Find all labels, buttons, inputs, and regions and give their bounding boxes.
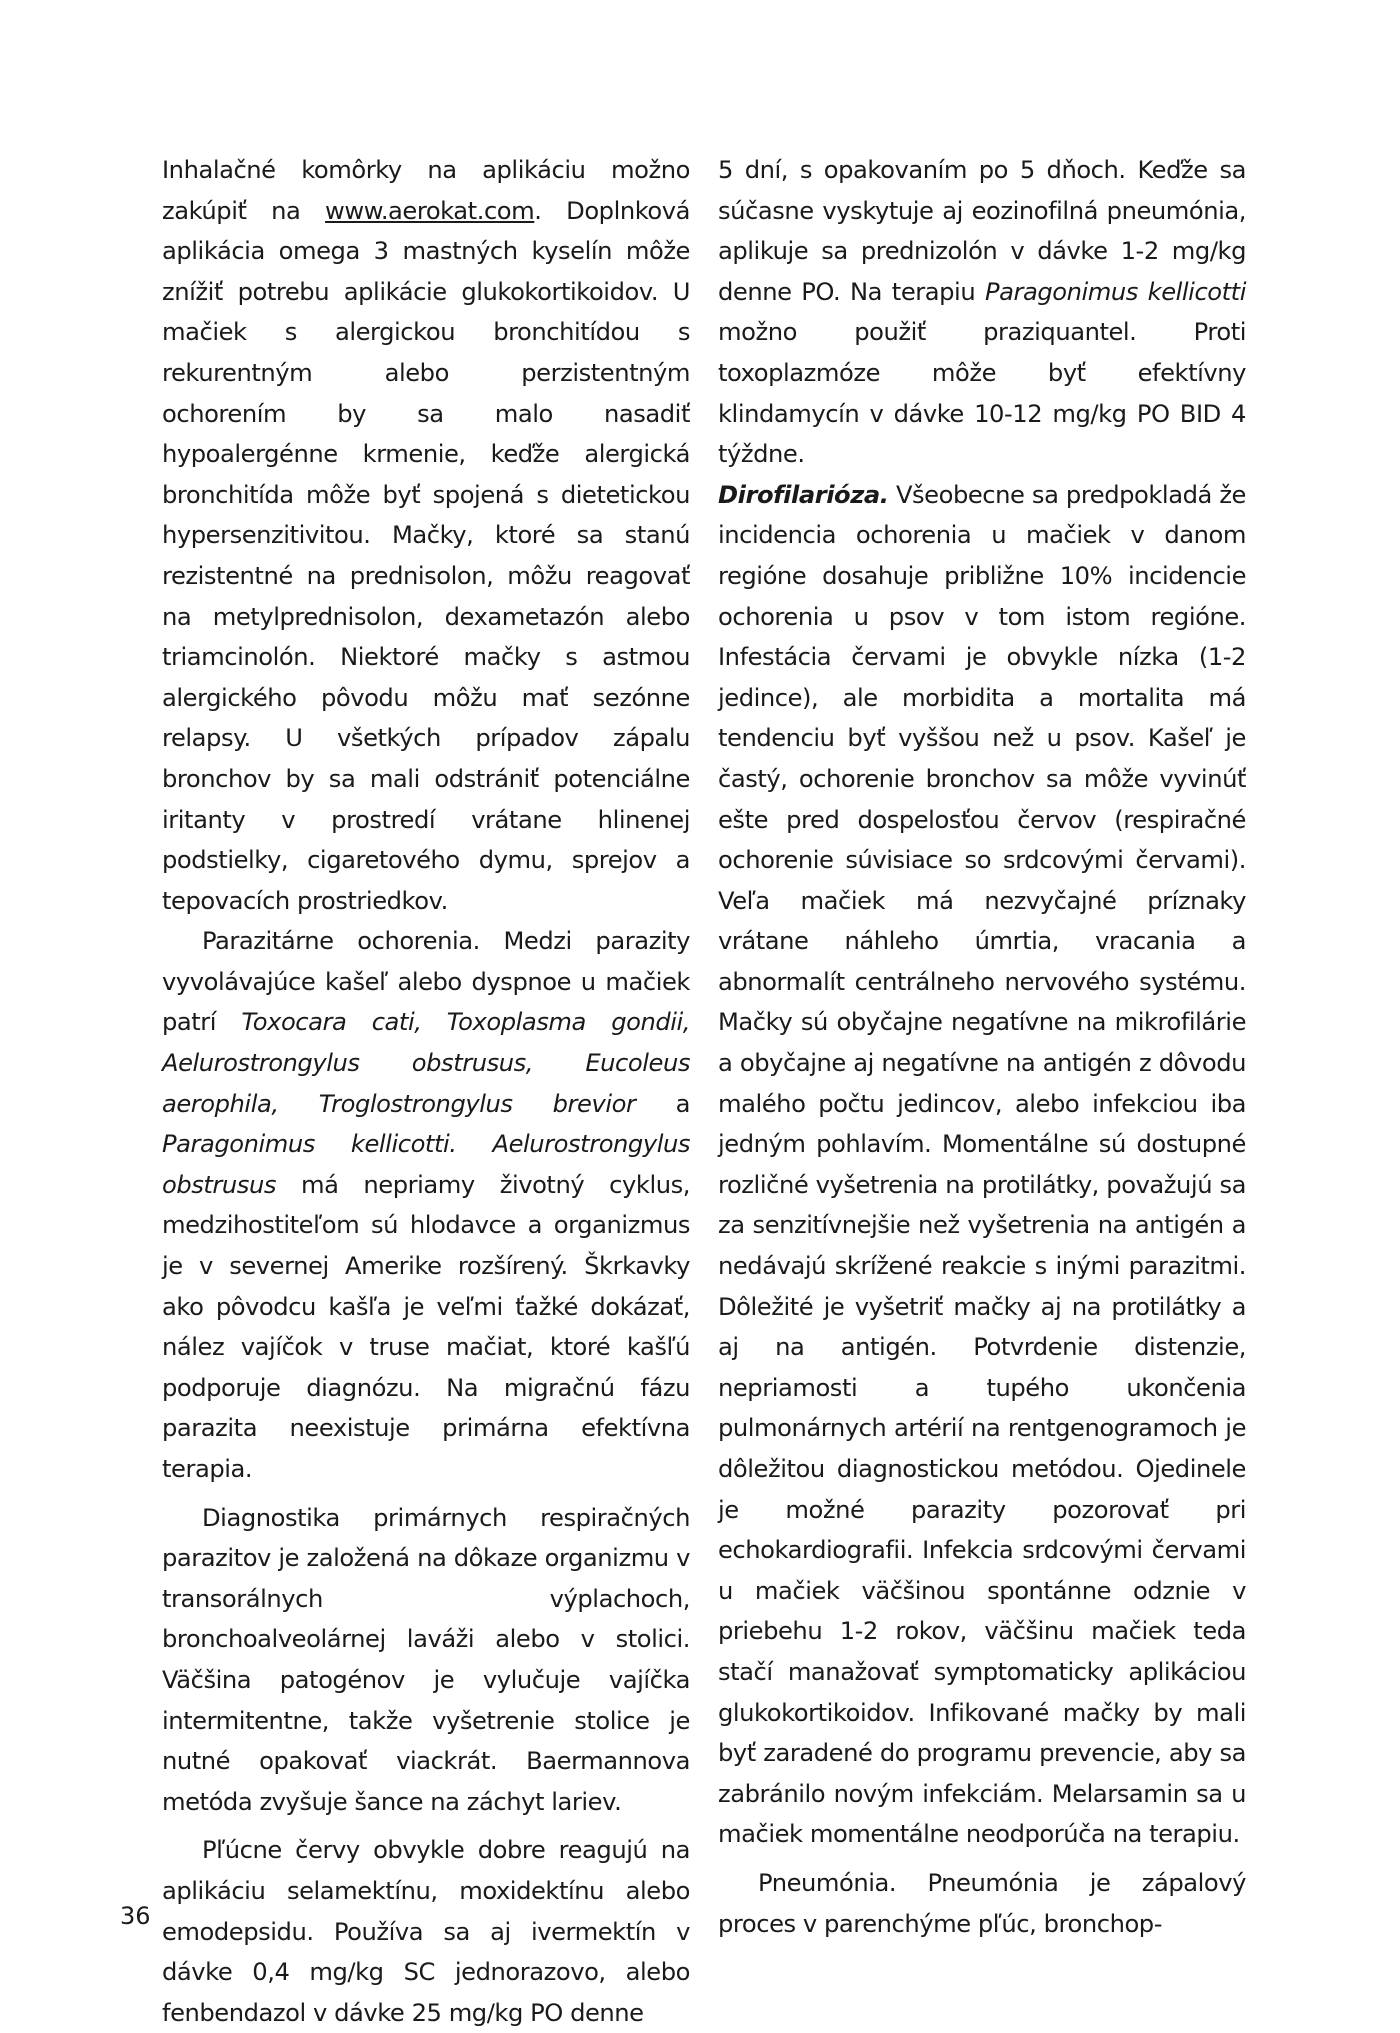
species-names: Toxocara cati, Toxoplasma gondii, Aelurostrongylus obstrusus, Eucoleus aerophila, Troglostrongylus brevior xyxy=(162,1008,691,1118)
text-span: . Doplnková aplikácia omega 3 mastných kyselín môže znížiť potrebu aplikácie glukokortikoidov. U mačiek s alergickou bronchitídou s rekurentným alebo perzistentným ochorením by sa malo nasadiť hypoalergénne krmenie, keďže alergická bronchitída môže byť spojená s dietetickou hypersenzitivitou. Mačky, ktoré sa stanú rezistentné na prednisolon, môžu reagovať na metylprednisolon, dexametazón alebo triamcinolón. Niektoré mačky s astmou alergického pôvodu môžu mať sezónne relapsy. U všetkých prípadov zápalu bronchov by sa mali odstrániť potenciálne iritanty v prostredí vrátane hlinenej podstielky, cigaretového dymu, sprejov a tepovacích prostriedkov. xyxy=(162,196,690,915)
text-span: a xyxy=(635,1089,690,1118)
text-span: má nepriamy životný cyklus, medzihostiteľom sú hlodavce a organizmus je v severnej Amerike rozšírený. Škrkavky ako pôvodcu kašľa je veľmi ťažké dokázať, nález vajíčok v truse mačiat, ktoré kašľú podporuje diagnózu. Na migračnú fázu parazita neexistuje primárna efektívna terapia. xyxy=(162,1170,690,1483)
species-names: Paragonimus kellicotti. Aelurostrongylus obstrusus xyxy=(162,1130,690,1199)
left-column xyxy=(162,150,690,2033)
text-span: Inhalačné komôrky na aplikáciu možno zakúpiť na xyxy=(162,156,690,225)
paragraph-parasitic-diseases xyxy=(162,921,690,1489)
dirofilariasis-heading: Dirofilarióza. xyxy=(718,480,889,509)
text-span: možno použiť praziquantel. Proti toxoplazmóze môže byť efektívny klindamycín v dávke 10-12 mg/kg PO BID 4 týždne. xyxy=(718,318,1246,469)
paragraph-treatment-continued xyxy=(718,150,1246,475)
text-span: Všeobecne sa predpokladá že incidencia ochorenia u mačiek v danom regióne dosahuje približne 10% incidencie ochorenia u psov v tom istom regióne. Infestácia červami je obvykle nízka (1-2 jedince), ale morbidita a mortalita má tendenciu byť vyššou než u psov. Kašeľ je častý, ochorenie bronchov sa môže vyvinúť ešte pred dospelosťou červov (respiračné ochorenie súvisiace so srdcovými červami). Veľa mačiek má nezvyčajné príznaky vrátane náhleho úmrtia, vracania a abnormalít centrálneho nervového systému. Mačky sú obyčajne negatívne na mikrofilárie a obyčajne aj negatívne na antigén z dôvodu malého počtu jedincov, alebo infekciou iba jedným pohlavím. Momentálne sú dostupné rozličné vyšetrenia na protilátky, považujú sa za senzitívnejšie než vyšetrenia na antigén a nedávajú skrížené reakcie s inými parazitmi. Dôležité je vyšetriť mačky aj na protilátky a aj na antigén. Potvrdenie distenzie, nepriamosti a tupého ukončenia pulmonárnych artérií na rentgenogramoch je dôležitou diagnostickou metódou. Ojedinele je možné parazity pozorovať pri echokardiografii. Infekcia srdcovými červami u mačiek väčšinou spontánne odznie v priebehu 1-2 rokov, väčšinu mačiek teda stačí manažovať symptomaticky aplikáciou glukokortikoidov. Infikované mačky by mali byť zaradené do programu prevencie, aby sa zabránilo novým infekciám. Melarsamin sa u mačiek momentálne neodporúča na terapiu. xyxy=(718,480,1246,1849)
paragraph-dirofilariasis xyxy=(718,475,1246,1855)
right-column xyxy=(718,150,1246,1944)
aerokat-link[interactable]: www.aerokat.com xyxy=(325,196,535,225)
paragraph-pneumonia: Pneumónia. Pneumónia je zápalový proces v parenchýme pľúc, bronchop- xyxy=(718,1868,1246,1938)
text-span: 5 dní, s opakovaním po 5 dňoch. Keďže sa súčasne vyskytuje aj eozinofilná pneumónia, aplikuje sa prednizolón v dávke 1-2 mg/kg denne PO. Na terapiu xyxy=(718,156,1246,306)
page-number: 36 xyxy=(120,1902,151,1930)
paragraph-inhalation xyxy=(162,150,690,921)
paragraph-lungworm-treatment: Pľúcne červy obvykle dobre reagujú na aplikáciu selamektínu, moxidektínu alebo emodepsidu. Používa sa aj ivermektín v dávke 0,4 mg/kg SC jednorazovo, alebo fenbendazol v dávke 25 mg/kg PO denne xyxy=(162,1836,690,2027)
species-names: Paragonimus kellicotti xyxy=(984,277,1246,306)
paragraph-diagnostics: Diagnostika primárnych respiračných parazitov je založená na dôkaze organizmu v transorálnych výplachoch, bronchoalveolárnej laváži alebo v stolici. Väčšina patogénov je vylučuje vajíčka intermitentne, takže vyšetrenie stolice je nutné opakovať viackrát. Baermannova metóda zvyšuje šance na záchyt lariev. xyxy=(162,1503,690,1816)
text-span: Parazitárne ochorenia. Medzi parazity vyvolávajúce kašeľ alebo dyspnoe u mačiek patrí xyxy=(162,927,690,1037)
